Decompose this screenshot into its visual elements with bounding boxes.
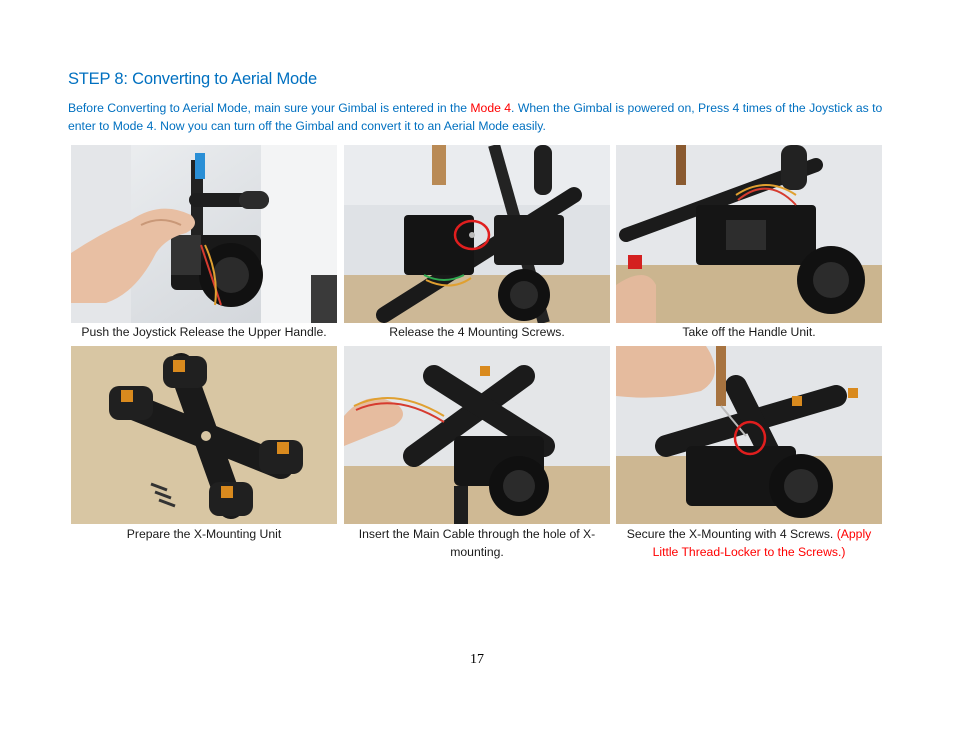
- caption-x-mounting-unit: Prepare the X-Mounting Unit: [126, 527, 282, 541]
- caption-secure-x-mounting: [614, 525, 884, 561]
- photo-insert-cable: [344, 346, 610, 524]
- page-number: 17: [470, 652, 484, 667]
- intro-text-after: . When the Gimbal is powered on, Press 4 times of the Joystick as to enter to Mode 4. Now you can turn off the Gimbal and convert it to an Aerial Mode easily.: [68, 101, 883, 133]
- caption-handle-unit: Take off the Handle Unit.: [682, 325, 816, 339]
- intro-paragraph: [68, 99, 888, 135]
- step-title: STEP 8: Converting to Aerial Mode: [68, 70, 317, 88]
- photo-push-joystick: [71, 145, 337, 323]
- photo-x-mounting-unit: [71, 346, 337, 524]
- photo-secure-x-mounting: [616, 346, 882, 524]
- caption-thread-locker-note: (Apply Little Thread-Locker to the Screws.): [652, 527, 872, 559]
- caption-insert-cable: Insert the Main Cable through the hole of X-mounting.: [358, 527, 596, 559]
- caption-push-joystick: Push the Joystick Release the Upper Handle.: [81, 325, 327, 339]
- photo-mounting-screws: [344, 145, 610, 323]
- caption-mounting-screws: Release the 4 Mounting Screws.: [389, 325, 565, 339]
- intro-text-before: Before Converting to Aerial Mode, main sure your Gimbal is entered in the: [68, 101, 471, 115]
- mode-highlight: Mode 4: [470, 101, 512, 115]
- photo-handle-unit: [616, 145, 882, 323]
- caption-secure-main: Secure the X-Mounting with 4 Screws.: [626, 527, 837, 541]
